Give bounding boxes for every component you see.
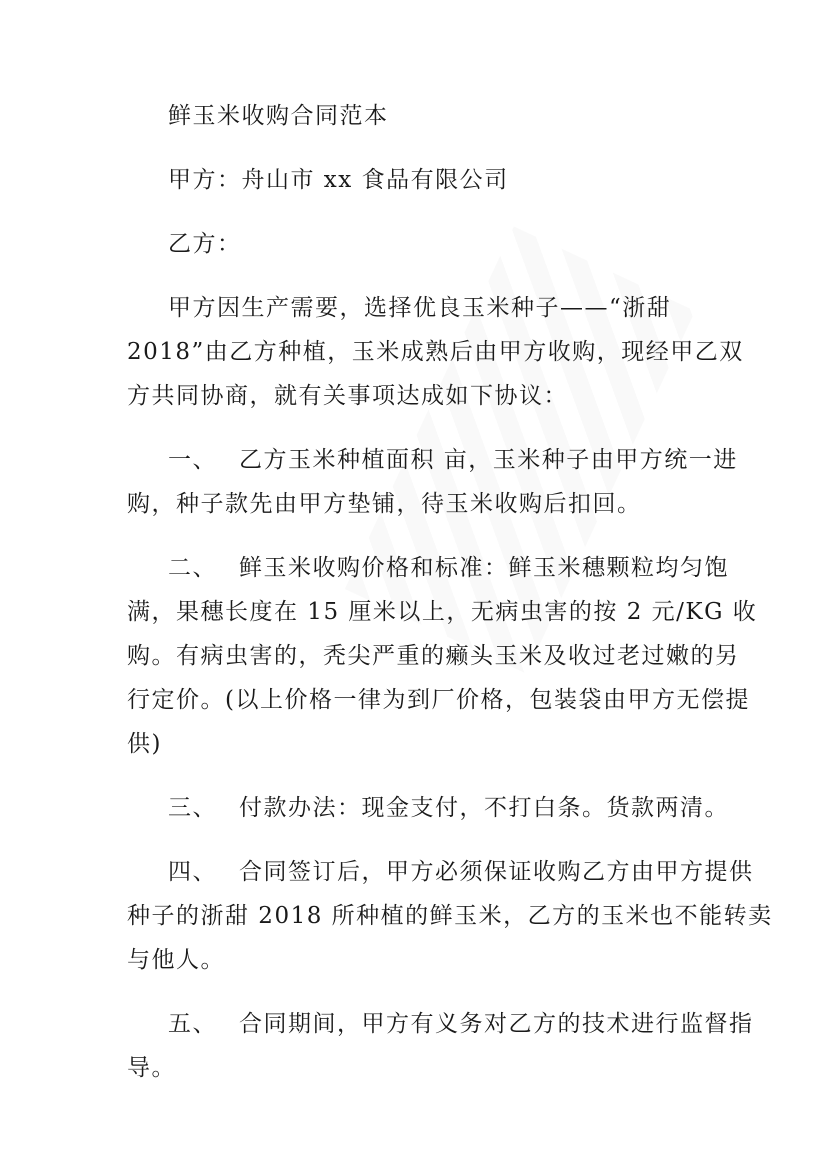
clause-line: 与他人。 [127, 947, 225, 973]
document-title: 鲜玉米收购合同范本 [168, 103, 389, 129]
clause-number: 二、 [168, 555, 217, 581]
clause-number: 四、 [168, 859, 217, 885]
clause-2 [168, 553, 729, 583]
clause-text: 付款办法：现金支付，不打白条。货款两清。 [239, 795, 729, 821]
party-a: 甲方：舟山市 xx 食品有限公司 [168, 167, 509, 193]
preamble-line: 甲方因生产需要，选择优良玉米种子——“浙甜 [168, 295, 672, 321]
clause-4 [168, 857, 754, 887]
clause-line: 购，种子款先由甲方垫铺，待玉米收购后扣回。 [127, 491, 642, 517]
clause-text: 鲜玉米收购价格和标准：鲜玉米穗颗粒均匀饱 [239, 555, 729, 581]
preamble-line: 方共同协商，就有关事项达成如下协议： [127, 383, 568, 409]
clause-line: 行定价。(以上价格一律为到厂价格，包装袋由甲方无偿提 [127, 687, 750, 713]
clause-number: 三、 [168, 795, 217, 821]
clause-1 [168, 445, 738, 475]
clause-line: 购。有病虫害的，秃尖严重的癞头玉米及收过老过嫩的另 [127, 643, 740, 669]
clause-5 [168, 1009, 754, 1039]
clause-line: 满，果穗长度在 15 厘米以上，无病虫害的按 2 元/KG 收 [127, 599, 758, 625]
clause-3 [168, 793, 729, 823]
preamble-line: 2018”由乙方种植，玉米成熟后由甲方收购，现经甲乙双 [127, 339, 744, 365]
clause-number: 一、 [168, 447, 217, 473]
clause-line: 导。 [127, 1055, 176, 1081]
clause-number: 五、 [168, 1011, 217, 1037]
clause-text: 乙方玉米种植面积 亩，玉米种子由甲方统一进 [239, 447, 738, 473]
clause-text: 合同期间，甲方有义务对乙方的技术进行监督指 [239, 1011, 754, 1037]
clause-line: 供) [127, 731, 162, 757]
clause-text: 合同签订后，甲方必须保证收购乙方由甲方提供 [239, 859, 754, 885]
clause-line: 种子的浙甜 2018 所种植的鲜玉米，乙方的玉米也不能转卖 [127, 903, 773, 929]
party-b: 乙方： [168, 231, 242, 257]
